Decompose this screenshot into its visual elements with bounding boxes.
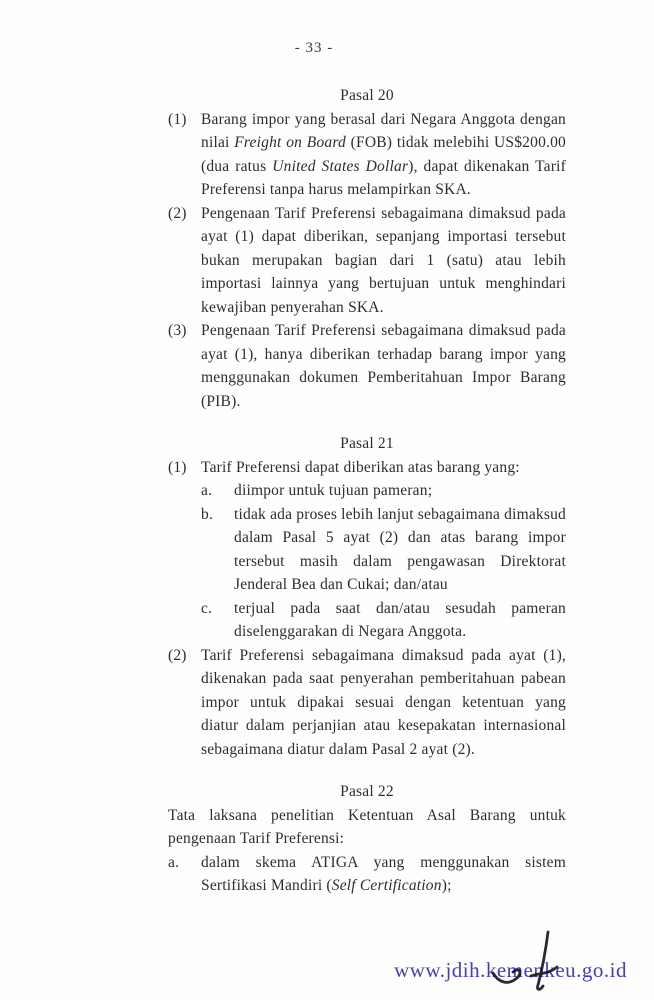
pasal-heading: Pasal 22 [340,783,394,800]
paragraph [201,644,566,762]
pasal-section [168,432,566,761]
paragraph [201,319,566,413]
text-run: Pengenaan Tarif Preferensi sebagaimana dimaksud pada ayat (1), hanya diberikan terhadap barang impor yang menggunakan dokumen Pemberitahuan Impor Barang (PIB). [201,322,566,410]
numbered-item [168,319,566,413]
paragraph [201,456,566,480]
italic-text-run: United States Dollar [272,157,409,175]
item-body [201,108,566,202]
numbered-item [168,644,566,762]
lettered-item [168,851,566,898]
italic-text-run: Self Certification [331,877,442,894]
sub-item-body [234,479,566,503]
sub-item-body [234,503,566,597]
item-marker: (2) [168,204,187,222]
pasal-section [168,780,566,898]
item-body [201,851,566,898]
item-body [201,644,566,762]
text-run: Pengenaan Tarif Preferensi sebagaimana dimaksud pada ayat (1) dapat diberikan, sepanjang importasi tersebut bukan merupakan bagian dari 1 (satu) atau lebih importasi lainnya yang bertujuan untuk menghindari kewajiban penyerahan SKA. [201,204,566,316]
item-marker: a. [168,853,180,871]
text-run: Barang impor yang berasal dari Negara Anggota dengan nilai [201,110,566,151]
document-body [168,84,566,898]
pasal-heading: Pasal 20 [340,87,394,104]
sub-item-marker: a. [201,482,213,499]
item-body [201,202,566,320]
text-run: Tarif Preferensi sebagaimana dimaksud pada ayat (1), dikenakan pada saat penyerahan pemberitahuan pabean impor untuk dipakai sesuai dengan ketentuan yang diatur dalam perjanjian atau kesepakatan internasional sebagaimana diatur dalam Pasal 2 ayat (2). [201,646,566,758]
numbered-item [168,202,566,320]
item-body [201,319,566,413]
numbered-item [168,456,566,644]
sub-item-marker: b. [201,505,214,523]
item-body [201,456,566,644]
text-run: ), dapat dikenakan Tarif Preferensi tanpa harus melampirkan SKA. [201,157,566,198]
text-run: ); [441,877,452,894]
sub-item [201,503,566,597]
text-run: tidak ada proses lebih lanjut sebagaimana dimaksud dalam Pasal 5 ayat (2) dan atas barang impor tersebut masih dalam pengawasan Direktorat Jenderal Bea dan Cukai; dan/atau [234,505,566,593]
numbered-item [168,108,566,202]
italic-text-run: Freight on Board [234,134,346,151]
text-run: (FOB) tidak melebihi US$200.00 (dua ratus [201,134,567,175]
sub-item-body [234,597,566,644]
pasal-section [168,84,566,413]
item-marker: (2) [168,646,187,664]
paragraph [201,108,566,202]
item-marker: (1) [168,110,187,128]
text-run: diimpor untuk tujuan pameran; [234,482,433,499]
item-marker: (1) [168,458,187,476]
text-run: Tarif Preferensi dapat diberikan atas barang yang: [201,458,520,476]
item-marker: (3) [168,322,187,339]
paragraph [201,202,566,320]
plain-paragraph [168,804,566,851]
text-run: terjual pada saat dan/atau sesudah pameran diselenggarakan di Negara Anggota. [234,599,566,640]
signature-paraf-icon [480,928,580,993]
pasal-heading: Pasal 21 [340,435,394,452]
sub-item [201,597,566,644]
text-run: dalam skema ATIGA yang menggunakan sistem Sertifikasi Mandiri ( [201,853,566,894]
paragraph [201,851,566,898]
watermark-link: www.jdih.kemenkeu.go.id [394,958,627,982]
text-run: Tata laksana penelitian Ketentuan Asal Barang untuk pengenaan Tarif Preferensi: [168,806,566,847]
page-number: - 33 - [294,40,334,56]
sub-item [201,479,566,503]
sub-item-marker: c. [201,599,213,617]
